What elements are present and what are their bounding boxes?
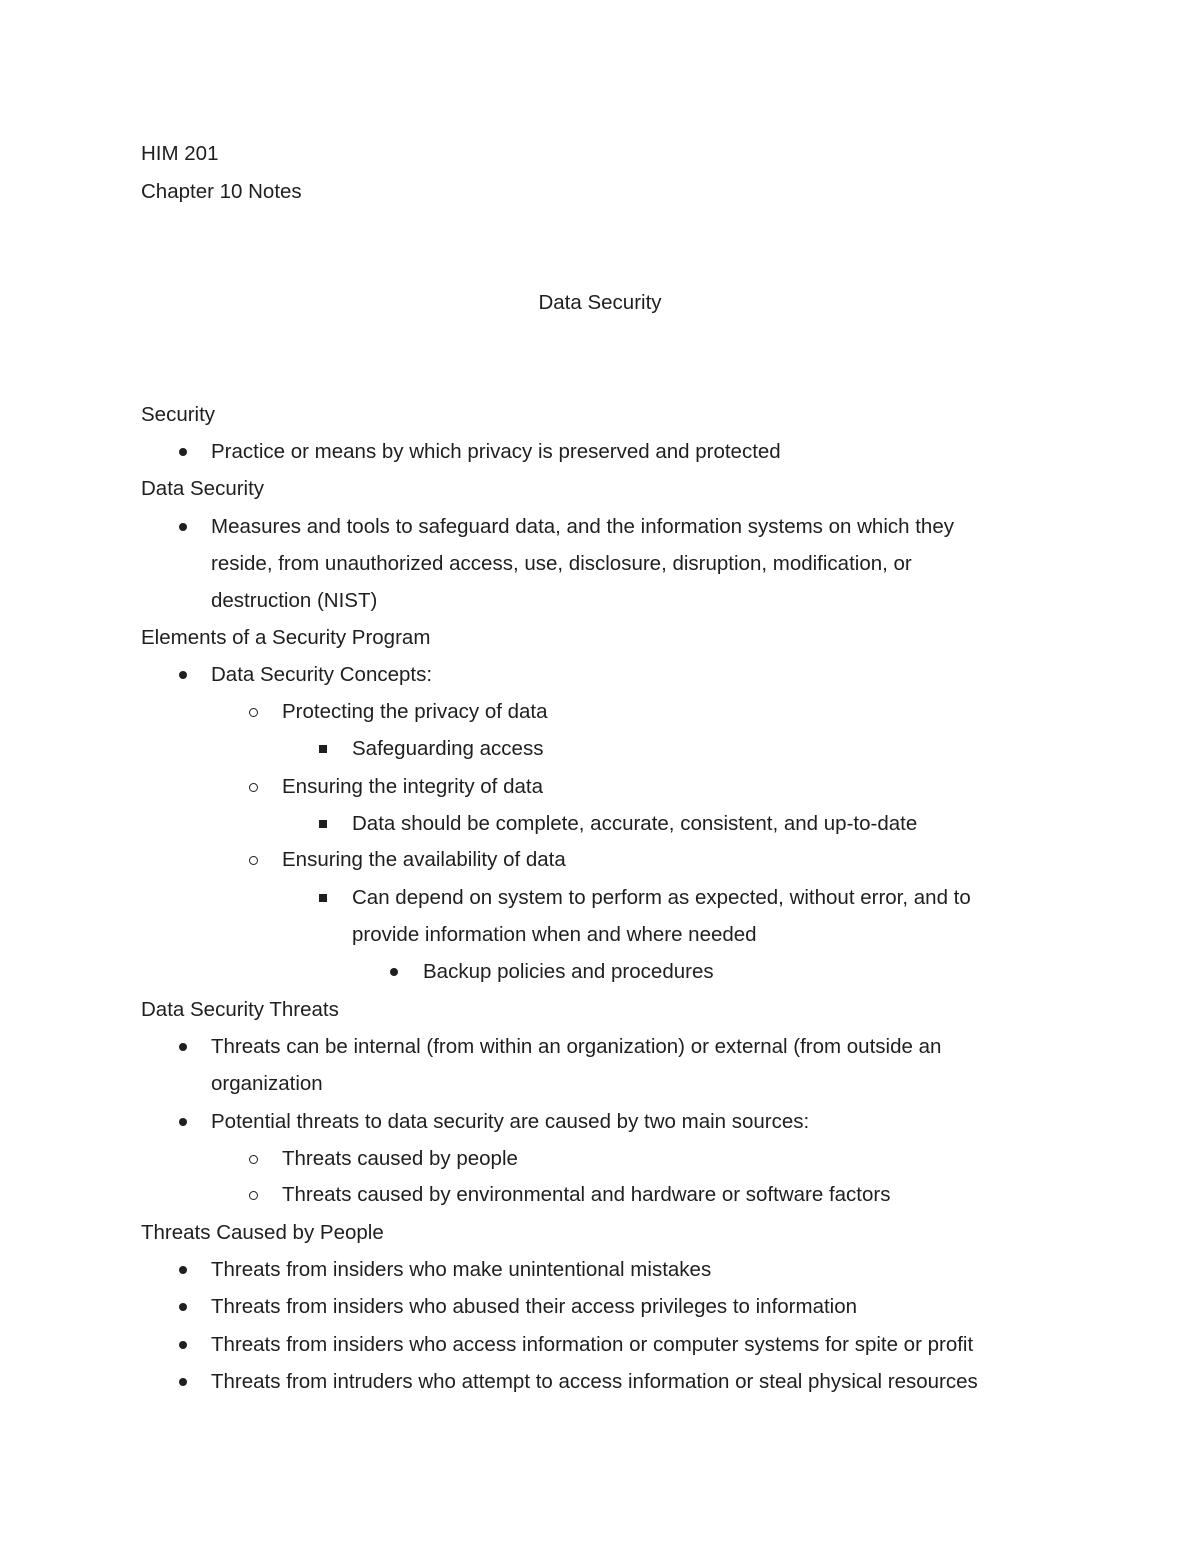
page-title: Data Security (538, 291, 662, 314)
list-item-line: Can depend on system to perform as expected, without error, and to (352, 886, 971, 909)
section-heading-threats: Data Security Threats (141, 998, 339, 1021)
list-item: Threats from insiders who make unintentional mistakes (211, 1258, 712, 1281)
bullet-circle-icon (249, 708, 258, 717)
bullet-circle-icon (249, 1155, 258, 1164)
bullet-disc-icon (179, 671, 187, 679)
bullet-disc-icon (179, 1341, 187, 1349)
list-item: Data should be complete, accurate, consistent, and up-to-date (352, 812, 918, 835)
bullet-square-icon (319, 820, 327, 828)
bullet-disc-icon (179, 523, 187, 531)
list-item: Threats from insiders who access information or computer systems for spite or profit (211, 1333, 974, 1356)
list-item: Practice or means by which privacy is preserved and protected (211, 440, 781, 463)
bullet-circle-icon (249, 1191, 258, 1200)
bullet-disc-icon (390, 968, 398, 976)
list-item: Threats caused by environmental and hardware or software factors (282, 1183, 891, 1206)
list-item-line: provide information when and where needed (352, 923, 757, 946)
list-item: Threats caused by people (282, 1147, 518, 1170)
list-item-line: Threats can be internal (from within an organization) or external (from outside an (211, 1035, 942, 1058)
list-item: Safeguarding access (352, 737, 544, 760)
section-heading-elements: Elements of a Security Program (141, 626, 431, 649)
section-heading-security: Security (141, 403, 216, 426)
list-item-line: Measures and tools to safeguard data, and the information systems on which they (211, 515, 954, 538)
bullet-disc-icon (179, 1266, 187, 1274)
bullet-circle-icon (249, 856, 258, 865)
list-item: Backup policies and procedures (423, 960, 714, 983)
bullet-square-icon (319, 745, 327, 753)
chapter-subtitle: Chapter 10 Notes (141, 180, 302, 203)
bullet-disc-icon (179, 448, 187, 456)
bullet-square-icon (319, 894, 327, 902)
section-heading-people: Threats Caused by People (141, 1221, 384, 1244)
section-heading-data-security: Data Security (141, 477, 265, 500)
bullet-disc-icon (179, 1118, 187, 1126)
list-item: Threats from insiders who abused their access privileges to information (211, 1295, 858, 1318)
list-item: Threats from intruders who attempt to access information or steal physical resources (211, 1370, 978, 1393)
list-item: Ensuring the integrity of data (282, 775, 543, 798)
list-item: Protecting the privacy of data (282, 700, 548, 723)
list-item: Data Security Concepts: (211, 663, 433, 686)
list-item-line: organization (211, 1072, 323, 1095)
bullet-disc-icon (179, 1303, 187, 1311)
list-item: Potential threats to data security are caused by two main sources: (211, 1110, 810, 1133)
course-code: HIM 201 (141, 142, 219, 165)
bullet-disc-icon (179, 1043, 187, 1051)
list-item: Ensuring the availability of data (282, 848, 566, 871)
bullet-circle-icon (249, 783, 258, 792)
list-item-line: reside, from unauthorized access, use, disclosure, disruption, modification, or (211, 552, 912, 575)
list-item-line: destruction (NIST) (211, 589, 378, 612)
bullet-disc-icon (179, 1378, 187, 1386)
